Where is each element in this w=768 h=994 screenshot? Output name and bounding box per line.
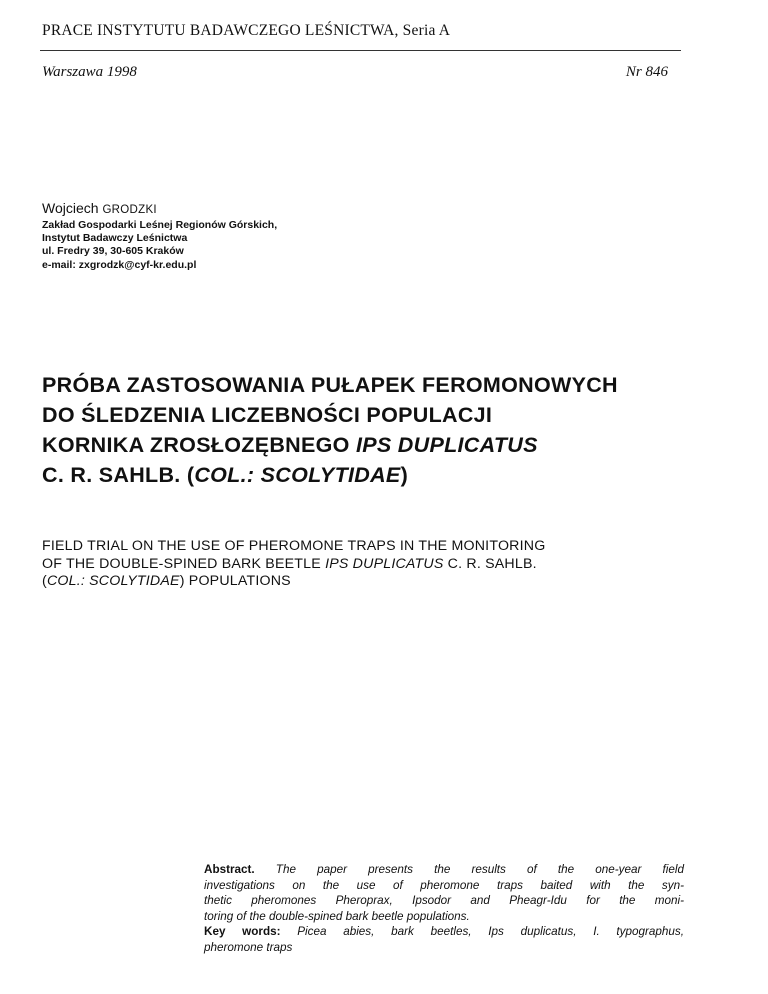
keywords-line (204, 924, 684, 940)
title-en-text: OF THE DOUBLE-SPINED BARK BEETLE (42, 555, 326, 572)
abstract-line: toring of the double-spined bark beetle populations. (204, 909, 470, 923)
author-surname: GRODZKI (102, 204, 157, 216)
author-block (42, 200, 277, 272)
title-en-line (42, 556, 702, 574)
paper-title-english (42, 538, 702, 591)
title-en-line: FIELD TRIAL ON THE USE OF PHEROMONE TRAPS IN THE MONITORING (42, 538, 546, 554)
author-name (42, 200, 277, 219)
keywords-line: pheromone traps (204, 940, 293, 954)
keywords-text: Picea abies, bark beetles, Ips duplicatus, I. typographus, (280, 925, 685, 939)
series-title: PRACE INSTYTUTU BADAWCZEGO LEŚNICTWA, Seria A (42, 22, 451, 39)
title-en-line (42, 573, 702, 591)
title-line (42, 430, 702, 460)
title-en-text: ( (42, 573, 47, 589)
title-species: IPS DUPLICATUS (355, 433, 538, 457)
abstract-text: The paper presents the results of the one-year field (254, 863, 684, 876)
paper-title-polish (42, 370, 702, 490)
title-en-family: COL.: SCOLYTIDAE (46, 573, 180, 589)
title-family: COL.: SCOLYTIDAE (194, 463, 401, 487)
issue-number: Nr 846 (625, 64, 668, 80)
abstract-label: Abstract. (204, 863, 255, 876)
title-line: PRÓBA ZASTOSOWANIA PUŁAPEK FEROMONOWYCH (42, 373, 618, 397)
affiliation-line: Instytut Badawczy Leśnictwa (42, 232, 188, 245)
title-line: DO ŚLEDZENIA LICZEBNOŚCI POPULACJI (42, 403, 493, 427)
affiliation-line: ul. Fredry 39, 30-605 Kraków (42, 245, 184, 258)
title-text: C. R. SAHLB. ( (42, 463, 195, 487)
title-en-species: IPS DUPLICATUS (325, 555, 444, 572)
abstract-line: thetic pheromones Pheroprax, Ipsodor and Pheagr-Idu for the moni- (204, 894, 684, 908)
author-email: e-mail: zxgrodzk@cyf-kr.edu.pl (42, 258, 197, 271)
title-text: ) (400, 463, 409, 487)
keywords-label: Key words: (204, 925, 281, 939)
title-line (42, 460, 702, 490)
abstract-block (204, 862, 684, 956)
title-en-text: C. R. SAHLB. (443, 555, 537, 572)
author-first-name: Wojciech (42, 200, 99, 216)
place-and-year: Warszawa 1998 (42, 64, 137, 80)
abstract-line (204, 862, 684, 878)
header-rule (40, 50, 681, 51)
title-en-text: ) POPULATIONS (179, 573, 291, 589)
abstract-line: investigations on the use of pheromone traps baited with the syn- (204, 878, 684, 892)
affiliation-line: Zakład Gospodarki Leśnej Regionów Górskich, (42, 219, 278, 231)
title-text: KORNIKA ZROSŁOZĘBNEGO (42, 433, 356, 457)
